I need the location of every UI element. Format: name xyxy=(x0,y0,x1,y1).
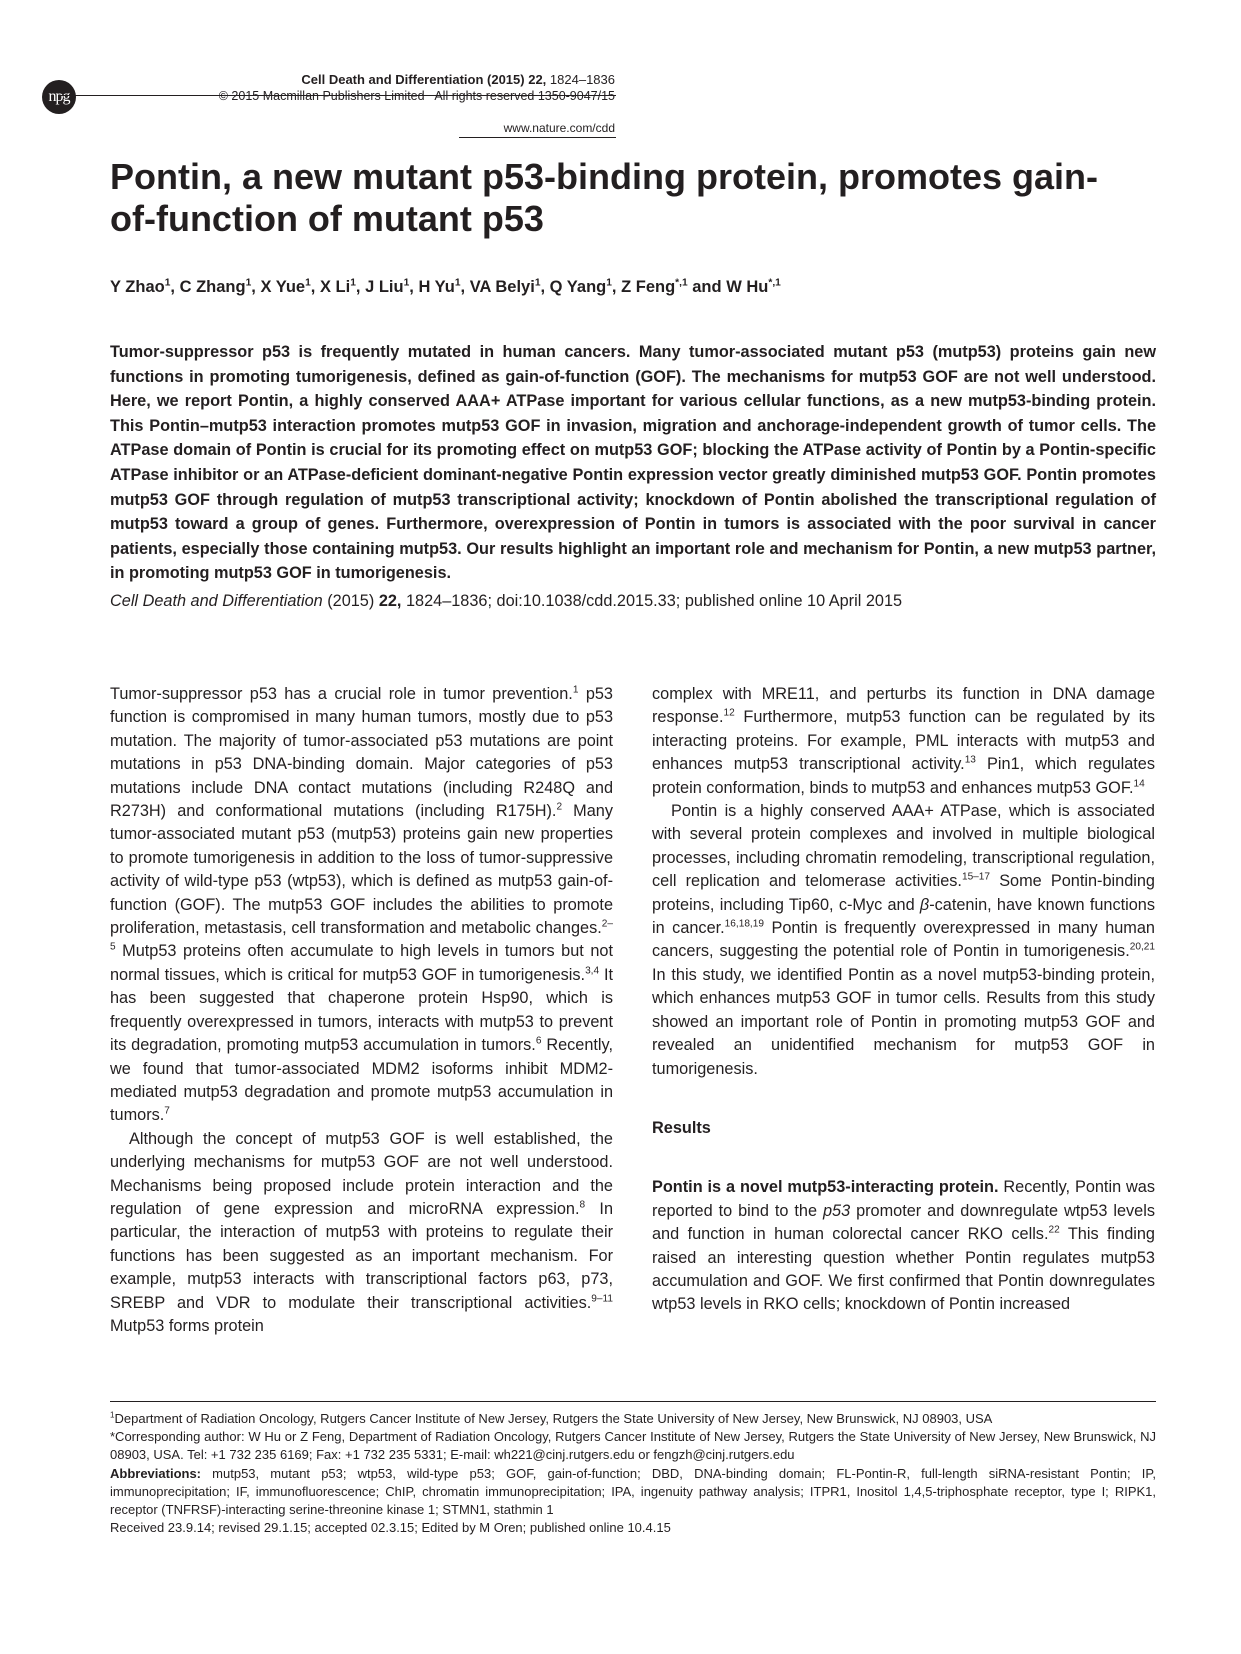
bold-text: Abbreviations: xyxy=(110,1465,202,1481)
author-affiliation-mark: *,1 xyxy=(675,277,688,289)
url-rule xyxy=(459,137,616,138)
reference-superscript: 12 xyxy=(723,707,735,719)
author-name: J Liu xyxy=(365,278,404,296)
author-separator: and xyxy=(687,278,727,296)
author-affiliation-mark: 1 xyxy=(350,277,356,289)
journal-pages: 1824–1836 xyxy=(549,72,615,87)
abbreviations-note xyxy=(110,1465,1156,1520)
author-list xyxy=(110,278,781,297)
author-affiliation-mark: 1 xyxy=(606,277,612,289)
text-run: Pontin is frequently overexpressed in many human cancers, suggesting the potential role of Pontin in tumorigenesis. xyxy=(652,919,1155,961)
text-run: p53 function is compromised in many human tumors, mostly due to p53 mutation. The majority of tumor-associated p53 mutations are point mutations in p53 DNA-binding domain. Major categories of p53 mutations include DNA contact mutations (including R248Q and R273H) and conformational mutations (including R175H). xyxy=(110,685,613,821)
copyright-line xyxy=(219,88,615,104)
results-heading: Results xyxy=(652,1118,711,1137)
text-run: Many tumor-associated mutant p53 (mutp53) proteins gain new properties to promote tumorigenesis in addition to the loss of tumor-suppressive activity of wild-type p53 (wtp53), which is defined as mutp53 gain-of-function (GOF). The mutp53 GOF includes the abilities to promote proliferation, metastasis, cell transformation and metabolic changes. xyxy=(110,802,613,938)
reference-superscript: 13 xyxy=(964,754,976,766)
reference-superscript: 15–17 xyxy=(961,871,991,883)
text-run: Furthermore, mutp53 function can be regulated by its interacting proteins. For example, PML interacts with mutp53 and enhances mutp53 transcriptional activity. xyxy=(652,708,1155,774)
abstract: Tumor-suppressor p53 is frequently mutated in human cancers. Many tumor-associated mutant p53 (mutp53) proteins gain new functions in promoting tumorigenesis, defined as gain-of-function (GOF). The mechanisms for mutp53 GOF are not well understood. Here, we report Pontin, a highly conserved AAA+ ATPase important for various cellular functions, as a new mutp53-binding protein. This Pontin–mutp53 interaction promotes mutp53 GOF in invasion, migration and anchorage-independent growth of tumor cells. The ATPase domain of Pontin is crucial for its promoting effect on mutp53 GOF; blocking the ATPase activity of Pontin by a Pontin-specific ATPase inhibitor or an ATPase-deficient dominant-negative Pontin expression vector greatly diminished mutp53 GOF. Pontin promotes mutp53 GOF through regulation of mutp53 transcriptional activity; knockdown of Pontin abolished the transcriptional regulation of mutp53 toward a group of genes. Furthermore, overexpression of Pontin in tumors is associated with the poor survival in cancer patients, especially those containing mutp53. Our results highlight an important role and mechanism for Pontin, a new mutp53 partner, in promoting mutp53 GOF in tumorigenesis. xyxy=(110,343,1156,583)
journal-url[interactable]: www.nature.com/cdd xyxy=(503,121,615,135)
text-run: Although the concept of mutp53 GOF is well established, the underlying mechanisms for mutp53 GOF are not well understood. Mechanisms being proposed include protein interaction and the regulation of gene expression and microRNA expression. xyxy=(110,1129,613,1218)
author-affiliation-mark: 1 xyxy=(305,277,311,289)
rights: All rights reserved 1350-9047/15 xyxy=(434,89,615,103)
author-name: H Yu xyxy=(418,278,455,296)
author-separator: , xyxy=(540,278,550,296)
journal-name: Cell Death and Differentiation (2015) xyxy=(301,72,525,87)
author-name: Q Yang xyxy=(549,278,607,296)
text-run: promoter and downregulate wtp53 levels and function in human colorectal cancer RKO cells. xyxy=(652,1201,1155,1244)
intro-paragraph-4 xyxy=(652,800,1155,1081)
article-title: Pontin, a new mutant p53-binding protein, promotes gain-of-function of mutant p53 xyxy=(110,156,1098,239)
reference-superscript: 6 xyxy=(535,1035,542,1047)
received-note xyxy=(110,1519,1156,1537)
citation-year: (2015) xyxy=(322,592,379,610)
author-separator: , xyxy=(409,278,419,296)
text-run: -catenin, have known functions in cancer. xyxy=(652,895,1155,938)
left-column xyxy=(110,683,613,1338)
reference-superscript: 1 xyxy=(572,684,579,696)
text-run: Mutp53 forms protein xyxy=(110,1316,264,1335)
text-run: Mutp53 proteins often accumulate to high levels in tumors but not normal tissues, which is critical for mutp53 GOF in tumorigenesis. xyxy=(110,942,613,984)
author-separator: , xyxy=(355,278,366,296)
reference-superscript: 3,4 xyxy=(585,965,600,977)
reference-superscript: 2 xyxy=(556,801,563,813)
journal-volume: 22, xyxy=(528,72,547,87)
text-run: Received 23.9.14; revised 29.1.15; accepted 02.3.15; Edited by M Oren; published online 10.4.15 xyxy=(110,1520,671,1536)
bold-text: Pontin is a novel mutp53-interacting protein. xyxy=(652,1178,999,1197)
text-run: *Corresponding author: W Hu or Z Feng, Department of Radiation Oncology, Rutgers Cancer Institute of New Jersey, Rutgers the State University of New Jersey, New Brunswick, NJ 08903, USA. Tel: +1 732 235 6169; Fax: +1 732 235 5331; E-mail: wh221@cinj.rutgers.edu or fengzh@cinj.rutgers.edu xyxy=(110,1429,1156,1463)
reference-superscript: 7 xyxy=(164,1105,170,1117)
author-name: X Yue xyxy=(260,278,306,296)
intro-paragraph-2 xyxy=(110,1128,613,1339)
reference-superscript: 16,18,19 xyxy=(724,918,764,930)
author-affiliation-mark: 1 xyxy=(454,277,461,289)
italic-text: β xyxy=(919,895,930,914)
text-run: Some Pontin-binding proteins, including Tip60, c-Myc and xyxy=(652,872,1155,914)
citation xyxy=(110,592,902,611)
footnotes xyxy=(110,1410,1156,1537)
author-separator: , xyxy=(310,278,320,296)
text-run: Tumor-suppressor p53 has a crucial role in tumor prevention. xyxy=(110,685,573,703)
copyright: © 2015 Macmillan Publishers Limited xyxy=(218,89,425,103)
author-affiliation-mark: 1 xyxy=(164,277,171,289)
citation-details: 1824–1836; doi:10.1038/cdd.2015.33; published online 10 April 2015 xyxy=(401,592,903,610)
text-run: It has been suggested that chaperone protein Hsp90, which is frequently overexpressed in tumors, interacts with mutp53 to prevent its degradation, promoting mutp53 accumulation in tumors. xyxy=(110,965,613,1055)
text-run: Recently, we found that tumor-associated MDM2 isoforms inhibit MDM2-mediated mutp53 degradation and promote mutp53 accumulation in tumors. xyxy=(110,1036,613,1125)
corresponding-author-note xyxy=(110,1428,1156,1464)
reference-superscript: 1 xyxy=(110,1410,115,1420)
author-name: Y Zhao xyxy=(110,278,165,296)
intro-paragraph-3 xyxy=(652,683,1155,800)
footnote-rule xyxy=(110,1401,1156,1402)
reference-superscript: 20,21 xyxy=(1129,942,1155,954)
author-separator: , xyxy=(611,278,622,296)
reference-superscript: 9–11 xyxy=(591,1293,613,1305)
intro-paragraph-1 xyxy=(110,683,613,1128)
results-paragraph-1 xyxy=(652,1176,1155,1316)
text-run: This finding raised an interesting question whether Pontin regulates mutp53 accumulation and GOF. We first confirmed that Pontin downregulates wtp53 levels in RKO cells; knockdown of Pontin increased xyxy=(652,1225,1155,1314)
author-separator: , xyxy=(251,278,261,296)
journal-reference xyxy=(219,72,615,88)
npg-logo: npg xyxy=(42,80,76,114)
author-name: VA Belyi xyxy=(469,278,535,296)
text-run: In this study, we identified Pontin as a novel mutp53-binding protein, which enhances mutp53 GOF in tumor cells. Results from this study showed an important role of Pontin in promoting mutp53 GOF and revealed an unidentified mechanism for mutp53 GOF in tumorigenesis. xyxy=(652,965,1155,1078)
author-name: C Zhang xyxy=(179,278,246,296)
text-run: complex with MRE11, and perturbs its function in DNA damage response. xyxy=(652,685,1155,727)
affiliation-note xyxy=(110,1410,1156,1428)
text-run: Pin1, which regulates protein conformation, binds to mutp53 and enhances mutp53 GOF. xyxy=(652,755,1155,797)
author-name: Z Feng xyxy=(621,278,676,296)
reference-superscript: 14 xyxy=(1133,778,1145,790)
citation-volume: 22, xyxy=(378,592,402,610)
text-run: Department of Radiation Oncology, Rutgers Cancer Institute of New Jersey, Rutgers the State University of New Jersey, New Brunswick, NJ 08903, USA xyxy=(114,1411,993,1426)
reference-superscript: 2–5 xyxy=(110,918,613,954)
text-run: mutp53, mutant p53; wtp53, wild-type p53; GOF, gain-of-function; DBD, DNA-binding domain; FL-Pontin-R, full-length siRNA-resistant Pontin; IP, immunoprecipitation; IF, immunofluorescence; ChIP, chromatin immunoprecipitation; IPA, ingenuity pathway analysis; ITPR1, Inositol 1,4,5-triphosphate receptor, type I; RIPK1, receptor (TNFRSF)-interacting serine-threonine kinase 1; STMN1, stathmin 1 xyxy=(110,1465,1156,1518)
author-affiliation-mark: 1 xyxy=(403,277,410,289)
citation-journal: Cell Death and Differentiation xyxy=(110,592,323,610)
author-affiliation-mark: 1 xyxy=(534,277,541,289)
author-name: X Li xyxy=(319,278,351,296)
reference-superscript: 8 xyxy=(579,1199,586,1211)
author-separator: , xyxy=(460,278,470,296)
text-run: Pontin is a highly conserved AAA+ ATPase, which is associated with several protein complexes and involved in multiple biological processes, including chromatin remodeling, transcriptional regulation, cell replication and telomerase activities. xyxy=(652,802,1155,891)
author-affiliation-mark: 1 xyxy=(245,277,252,289)
right-column xyxy=(652,683,1155,1317)
author-affiliation-mark: *,1 xyxy=(768,277,781,289)
journal-header xyxy=(219,72,615,104)
author-separator: , xyxy=(170,278,180,296)
reference-superscript: 22 xyxy=(1048,1224,1060,1236)
text-run: Recently, Pontin was reported to bind to the xyxy=(652,1178,1155,1220)
italic-text: p53 xyxy=(822,1201,851,1220)
author-name: W Hu xyxy=(726,278,769,296)
text-run: In particular, the interaction of mutp53 with proteins to regulate their functions has been suggested as an important mechanism. For example, mutp53 interacts with transcriptional factors p63, p73, SREBP and VDR to modulate their transcriptional activities. xyxy=(110,1199,613,1312)
